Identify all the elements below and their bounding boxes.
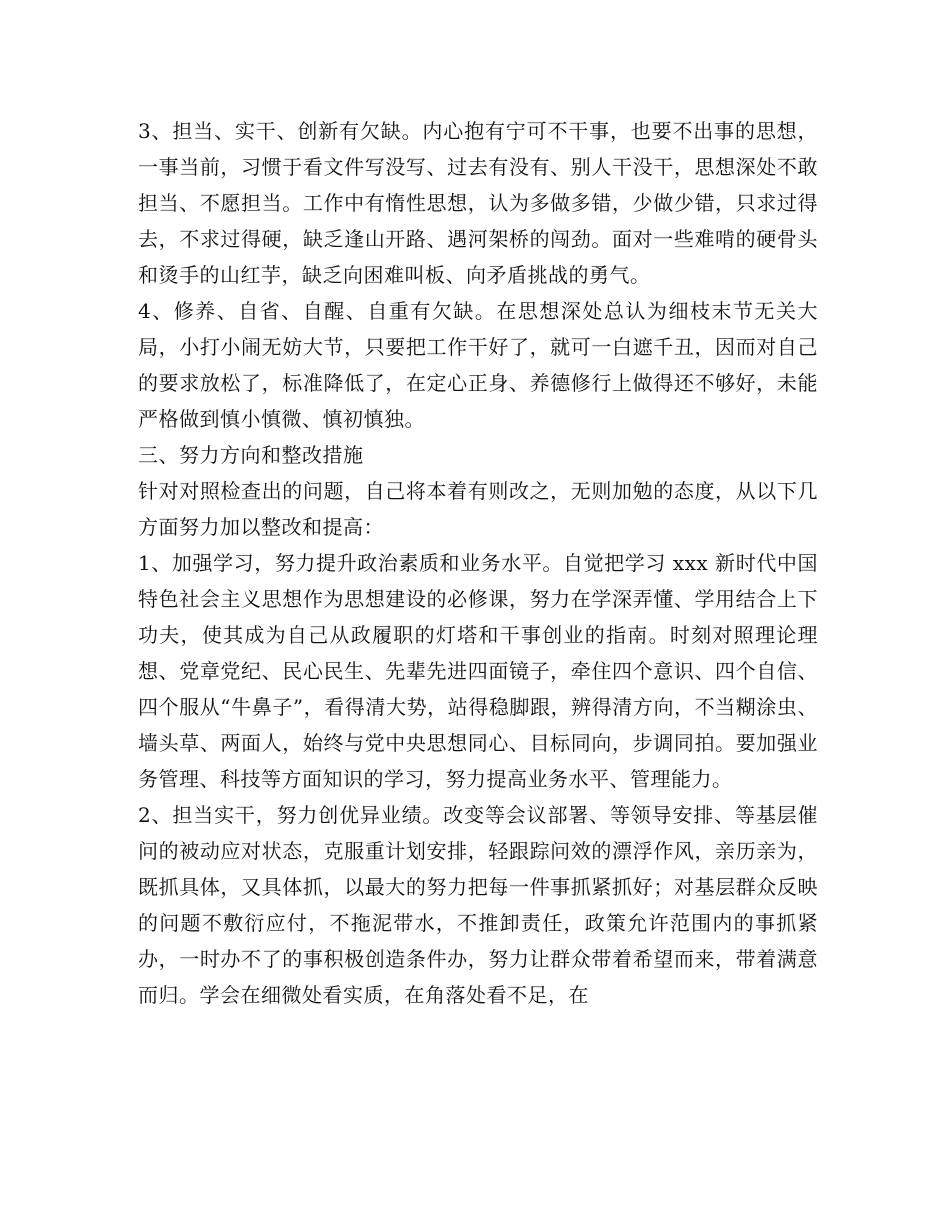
paragraph-item-3: 3、担当、实干、创新有欠缺。内心抱有宁可不干事，也要不出事的思想，一事当前，习惯于看文件写没写、过去有没有、别人干没干，思想深处不敢担当、不愿担当。工作中有惰性思想，认为多做多错，少做少错，只求过得去，不求过得硬，缺乏逢山开路、遇河架桥的闯劲。面对一些难啃的硬骨头和烫手的山红芋，缺乏向困难叫板、向矛盾挑战的勇气。 — [138, 119, 818, 287]
section-heading-3: 三、努力方向和整改措施 — [138, 443, 364, 467]
paragraph-intro: 针对对照检查出的问题，自己将本着有则改之，无则加勉的态度，从以下几方面努力加以整改和提高： — [138, 479, 818, 539]
paragraph-measure-1: 1、加强学习，努力提升政治素质和业务水平。自觉把学习 xxx 新时代中国特色社会主义思想作为思想建设的必修课，努力在学深弄懂、学用结合上下功夫，使其成为自己从政履职的灯塔和干事创业的指南。时刻对照理论理想、党章党纪、民心民生、先辈先进四面镜子，牵住四个意识、四个自信、四个服从“牛鼻子”，看得清大势，站得稳脚跟，辨得清方向，不当糊涂虫、墙头草、两面人，始终与党中央思想同心、目标同向，步调同拍。要加强业务管理、科技等方面知识的学习，努力提高业务水平、管理能力。 — [138, 551, 818, 791]
paragraph-measure-2: 2、担当实干，努力创优异业绩。改变等会议部署、等领导安排、等基层催问的被动应对状态，克服重计划安排，轻跟踪问效的漂浮作风，亲历亲为，既抓具体，又具体抓，以最大的努力把每一件事抓紧抓好；对基层群众反映的问题不敷衍应付，不拖泥带水，不推卸责任，政策允许范围内的事抓紧办，一时办不了的事积极创造条件办，努力让群众带着希望而来，带着满意而归。学会在细微处看实质，在角落处看不足，在 — [138, 803, 818, 1007]
document-body — [138, 113, 818, 1013]
paragraph-item-4: 4、修养、自省、自醒、自重有欠缺。在思想深处总认为细枝末节无关大局，小打小闹无妨大节，只要把工作干好了，就可一白遮千丑，因而对自己的要求放松了，标准降低了，在定心正身、养德修行上做得还不够好，未能严格做到慎小慎微、慎初慎独。 — [138, 299, 818, 431]
